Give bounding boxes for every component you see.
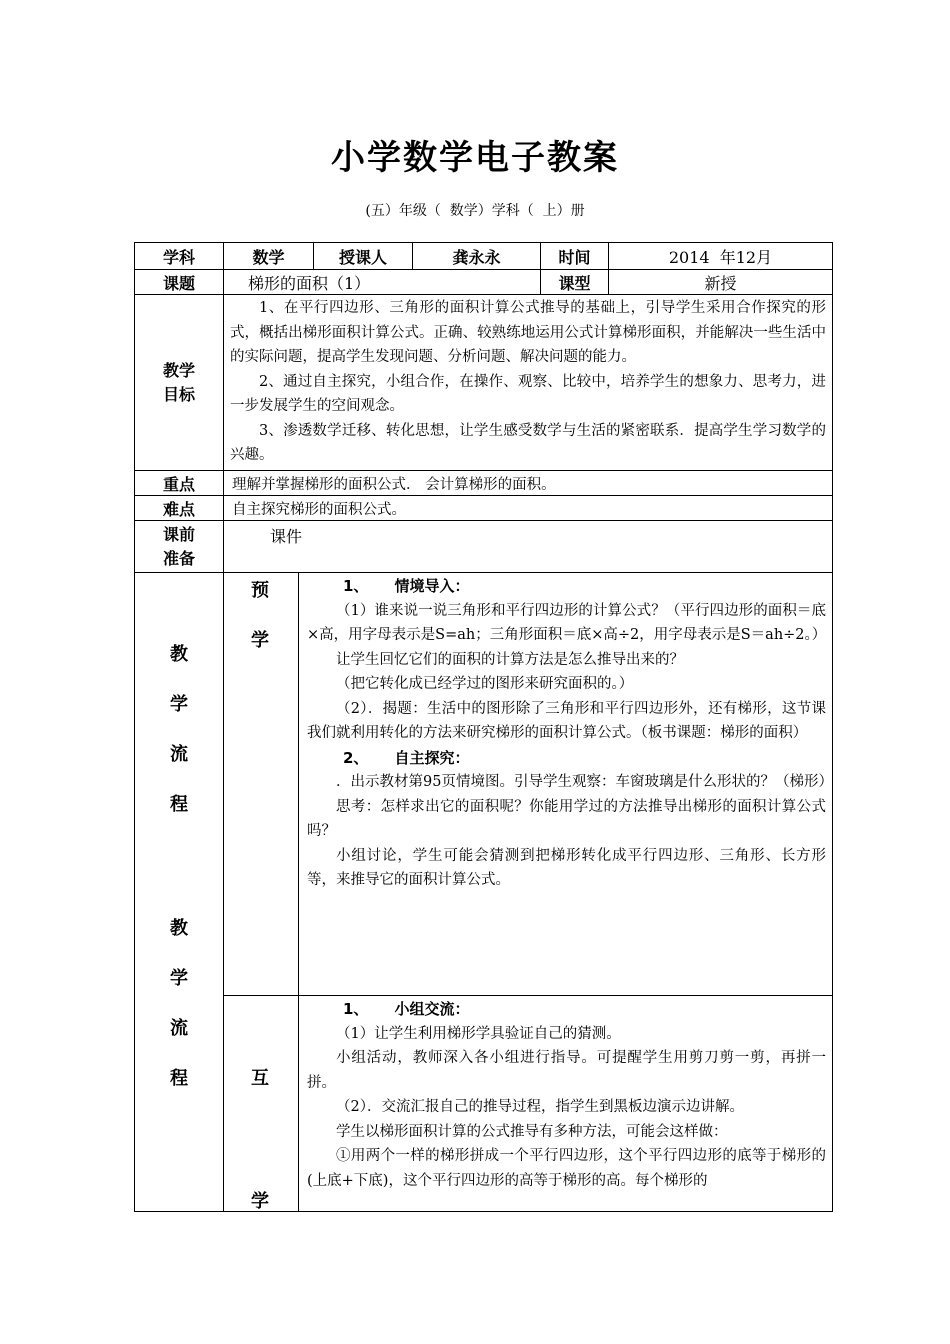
- flow-paragraph: 让学生回忆它们的面积的计算方法是怎么推导出来的？: [336, 651, 684, 668]
- flow-paragraph: 学生以梯形面积计算的公式推导有多种方法，可能会这样做：: [336, 1123, 728, 1140]
- flow-paragraph: 小组讨论，学生可能会猜测到把梯形转化成平行四边形、三角形、长方形等，来推导它的面积计算公式。: [307, 847, 826, 888]
- goals-label: [135, 295, 223, 470]
- flow-paragraph: （1）让学生利用梯形学具验证自己的猜测。: [336, 1025, 621, 1042]
- stage-interact-char: 互: [251, 1068, 269, 1089]
- stage-preview-char: 预: [251, 580, 269, 601]
- section-heading: 1、 小组交流：: [343, 1000, 470, 1018]
- flow-side-char: 学: [170, 694, 188, 715]
- flow-side-char: 流: [170, 1018, 188, 1039]
- flow-paragraph: 思考：怎样求出它的面积呢？你能用学过的方法推导出梯形的面积计算公式吗？: [307, 798, 826, 839]
- table-right-border: [832, 242, 833, 1212]
- document-subtitle: (五）年级（ 数学）学科（ 上）册: [365, 203, 585, 219]
- goals-label-line: 教学: [162, 360, 195, 380]
- time-label: 时间: [558, 247, 591, 267]
- flow-side-char: 教: [170, 644, 188, 665]
- flow-paragraph: 小组活动，教师深入各小组进行指导。可提醒学生用剪刀剪一剪，再拼一拼。: [307, 1050, 826, 1091]
- difficulty-label: 难点: [162, 499, 195, 519]
- goals-content: [230, 296, 826, 468]
- flow-paragraph: （2）．交流汇报自己的推导过程，指学生到黑板边演示边讲解。: [336, 1099, 744, 1115]
- stage-preview-char: 学: [251, 630, 269, 651]
- prep-label-line: 准备: [162, 548, 195, 568]
- key-point-label: 重点: [162, 474, 195, 494]
- flow-side-char: 程: [170, 794, 188, 815]
- difficulty-value: 自主探究梯形的面积公式。: [232, 501, 406, 518]
- type-value: 新授: [704, 273, 737, 293]
- preview-stage-content: [307, 574, 833, 893]
- flow-side-char: 流: [170, 744, 188, 765]
- row-divider: [134, 572, 833, 573]
- flow-paragraph: （1）谁来说一说三角形和平行四边形的计算公式？（平行四边形的面积＝底×高，用字母表示是S=ah；三角形面积＝底×高÷2，用字母表示是S＝ah÷2。）: [307, 602, 827, 643]
- teacher-label: 授课人: [338, 247, 387, 267]
- goal-paragraph: 2、通过自主探究，小组合作，在操作、观察、比较中，培养学生的想象力、思考力，进一步发展学生的空间观念。: [230, 373, 826, 414]
- goals-label-line: 目标: [162, 384, 195, 404]
- subject-label: 学科: [162, 247, 195, 267]
- prep-label: [135, 521, 223, 572]
- subject-value: 数学: [252, 247, 285, 267]
- flow-side-char: 教: [170, 918, 188, 939]
- section-heading: 2、 自主探究：: [343, 748, 470, 767]
- topic-label: 课题: [162, 273, 195, 293]
- row-divider: [223, 995, 833, 996]
- flow-side-char: 程: [170, 1068, 188, 1089]
- prep-label-line: 课前: [162, 524, 195, 544]
- document-title: 小学数学电子教案: [331, 138, 619, 178]
- time-value: 2014 年12月: [668, 247, 773, 267]
- interact-stage-content: [307, 997, 826, 1209]
- key-point-value: 理解并掌握梯形的面积公式． 会计算梯形的面积。: [232, 476, 556, 493]
- section-heading: 1、 情境导入：: [343, 577, 470, 595]
- flow-side-char: 学: [170, 968, 188, 989]
- flow-paragraph: ．出示教材第95页情境图。引导学生观察：车窗玻璃是什么形状的？（梯形）: [336, 774, 833, 790]
- type-label: 课型: [558, 273, 591, 293]
- column-divider: [298, 572, 299, 1212]
- stage-interact-char: 学: [251, 1191, 269, 1212]
- topic-value: 梯形的面积（1）: [248, 273, 371, 293]
- teacher-value: 龚永永: [452, 247, 501, 267]
- flow-paragraph: （2）．揭题：生活中的图形除了三角形和平行四边形外，还有梯形，这节课我们就利用转化的方法来研究梯形的面积计算公式。（板书课题：梯形的面积）: [307, 700, 826, 741]
- prep-value: 课件: [270, 526, 303, 546]
- flow-paragraph: ①用两个一样的梯形拼成一个平行四边形，这个平行四边形的底等于梯形的(上底+下底)，这个平行四边形的高等于梯形的高。每个梯形的: [307, 1148, 826, 1189]
- flow-paragraph: （把它转化成已经学过的图形来研究面积的。）: [336, 676, 634, 692]
- goal-paragraph: 3、渗透数学迁移、转化思想，让学生感受数学与生活的紧密联系．提高学生学习数学的兴趣。: [230, 422, 826, 463]
- table-bottom-border: [134, 1211, 833, 1212]
- row-divider: [134, 294, 833, 295]
- goal-paragraph: 1、在平行四边形、三角形的面积计算公式推导的基础上，引导学生采用合作探究的形式，概括出梯形面积计算公式。正确、较熟练地运用公式计算梯形面积，并能解决一些生活中的实际问题，提高学生发现问题、分析问题、解决问题的能力。: [230, 300, 826, 365]
- column-divider: [223, 242, 224, 1212]
